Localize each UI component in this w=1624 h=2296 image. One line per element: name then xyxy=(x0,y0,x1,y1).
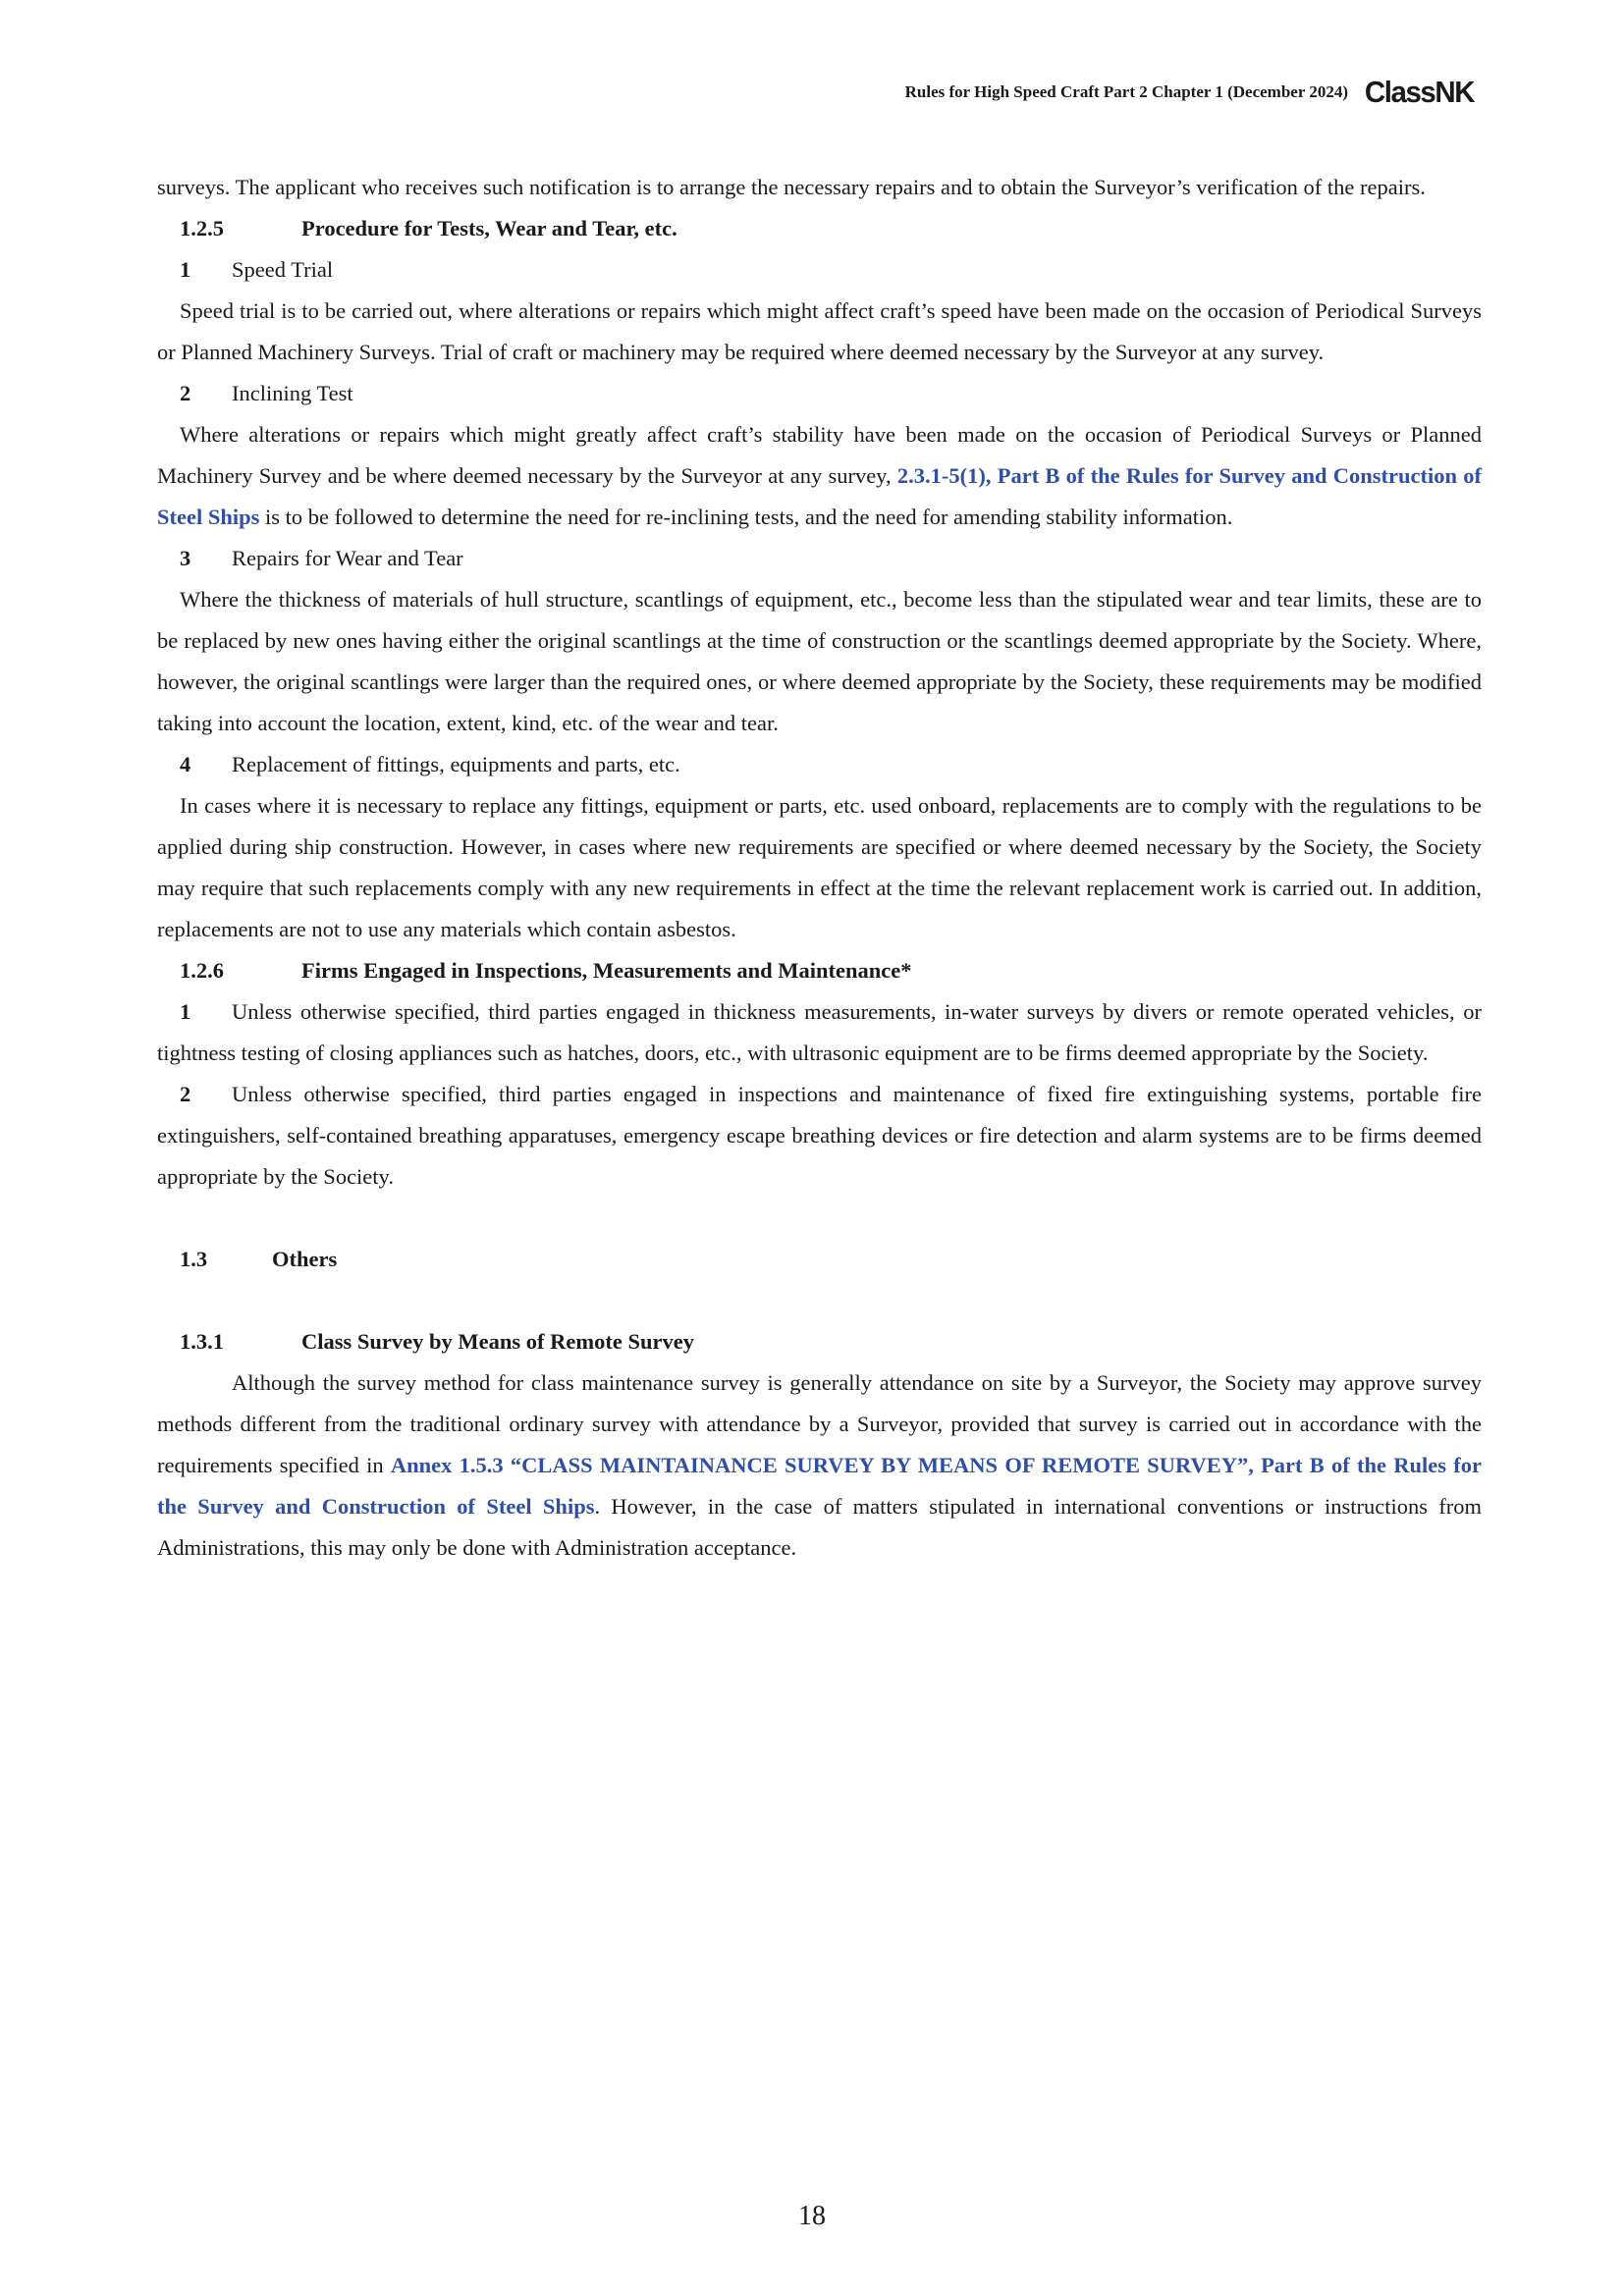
item-title: Speed Trial xyxy=(232,257,334,282)
paragraph-text: Unless otherwise specified, third parties engaged in inspections and maintenance of fixed fire extinguishing systems, portable fire extinguishers, self-contained breathing apparatuses, emergency escape breathing devices or fire detection and alarm systems are to be firms deemed appropriate by the Society. xyxy=(157,1082,1482,1189)
section-heading-1-3-1 xyxy=(157,1321,1482,1362)
item-number: 4 xyxy=(180,752,191,776)
classnk-logo: ClassNK xyxy=(1364,75,1475,109)
item-heading-inclining-test xyxy=(157,373,1482,414)
item-title: Replacement of fittings, equipments and parts, etc. xyxy=(232,752,680,776)
section-heading-1-3 xyxy=(157,1239,1482,1280)
section-title: Class Survey by Means of Remote Survey xyxy=(301,1329,694,1354)
paragraph-text: Although the survey method for class maintenance survey is generally attendance on site by a Surveyor, the Society may approve survey methods different from the traditional ordinary survey with attendance by a Surveyor, provided that survey is carried out in accordance with the requirements specified in xyxy=(157,1370,1482,1477)
page-header xyxy=(905,77,1477,107)
paragraph-replacement: In cases where it is necessary to replace any fittings, equipment or parts, etc. used onboard, replacements are to comply with the regulations to be applied during ship construction. However, in cases where new requirements are specified or where deemed necessary by the Society, the Society may require that such replacements comply with any new requirements in effect at the time the relevant replacement work is carried out. In addition, replacements are not to use any materials which contain asbestos. xyxy=(157,793,1482,941)
page-number: 18 xyxy=(798,2201,826,2231)
item-title: Inclining Test xyxy=(232,381,353,405)
paragraph-firms-2 xyxy=(157,1074,1482,1198)
running-header-title: Rules for High Speed Craft Part 2 Chapter 1 (December 2024) xyxy=(904,81,1348,101)
item-number: 1 xyxy=(180,999,191,1024)
annex-reference-link[interactable]: Annex 1.5.3 “CLASS MAINTAINANCE SURVEY BY MEANS OF REMOTE SURVEY”, Part B of the Rules for the Survey and Construction of Steel Ships xyxy=(157,1453,1482,1519)
paragraph-repairs: Where the thickness of materials of hull structure, scantlings of equipment, etc., become less than the stipulated wear and tear limits, these are to be replaced by new ones having either the original scantlings at the time of construction or the scantlings deemed appropriate by the Society. Where, however, the original scantlings were larger than the required ones, or where deemed appropriate by the Society, these requirements may be modified taking into account the location, extent, kind, etc. of the wear and tear. xyxy=(157,587,1482,735)
paragraph-firms-1 xyxy=(157,991,1482,1074)
item-number: 1 xyxy=(180,257,191,282)
paragraph-speed-trial: Speed trial is to be carried out, where alterations or repairs which might affect craft’s speed have been made on the occasion of Periodical Surveys or Planned Machinery Surveys. Trial of craft or machinery may be required where deemed necessary by the Surveyor at any survey. xyxy=(157,298,1482,364)
paragraph-inclining-test xyxy=(157,414,1482,538)
section-number: 1.3 xyxy=(180,1247,208,1271)
section-number: 1.2.5 xyxy=(180,216,224,240)
continued-paragraph: surveys. The applicant who receives such notification is to arrange the necessary repairs and to obtain the Surveyor’s verification of the repairs. xyxy=(157,175,1426,199)
section-title: Procedure for Tests, Wear and Tear, etc. xyxy=(301,216,677,240)
item-heading-replacement xyxy=(157,744,1482,785)
paragraph-text: . However, in the case of matters stipulated in international conventions or instructions from Administrations, this may only be done with Administration acceptance. xyxy=(157,1494,1483,1560)
section-number: 1.3.1 xyxy=(180,1329,224,1354)
section-heading-1-2-6 xyxy=(157,950,1482,991)
section-number: 1.2.6 xyxy=(180,958,224,983)
item-heading-speed-trial xyxy=(157,249,1482,291)
rule-reference-link[interactable]: 2.3.1-5(1), Part B of the Rules for Survey and Construction of Steel Ships xyxy=(157,463,1482,529)
item-title: Repairs for Wear and Tear xyxy=(232,546,463,570)
section-heading-1-2-5 xyxy=(157,208,1482,249)
item-number: 3 xyxy=(180,546,191,570)
document-body xyxy=(157,167,1482,1569)
item-number: 2 xyxy=(180,1082,191,1106)
item-heading-repairs xyxy=(157,538,1482,579)
item-number: 2 xyxy=(180,381,191,405)
paragraph-text: Where alterations or repairs which might greatly affect craft’s stability have been made on the occasion of Periodical Surveys or Planned Machinery Survey and be where deemed necessary by the Surveyor at any survey, xyxy=(157,422,1482,488)
paragraph-text: Unless otherwise specified, third parties engaged in thickness measurements, in-water surveys by divers or remote operated vehicles, or tightness testing of closing appliances such as hatches, doors, etc., with ultrasonic equipment are to be firms deemed appropriate by the Society. xyxy=(157,999,1482,1065)
paragraph-text: is to be followed to determine the need for re-inclining tests, and the need for amending stability information. xyxy=(259,505,1233,529)
section-title: Firms Engaged in Inspections, Measurements and Maintenance* xyxy=(301,958,912,983)
paragraph-remote-survey xyxy=(157,1362,1482,1569)
section-title: Others xyxy=(272,1247,338,1271)
